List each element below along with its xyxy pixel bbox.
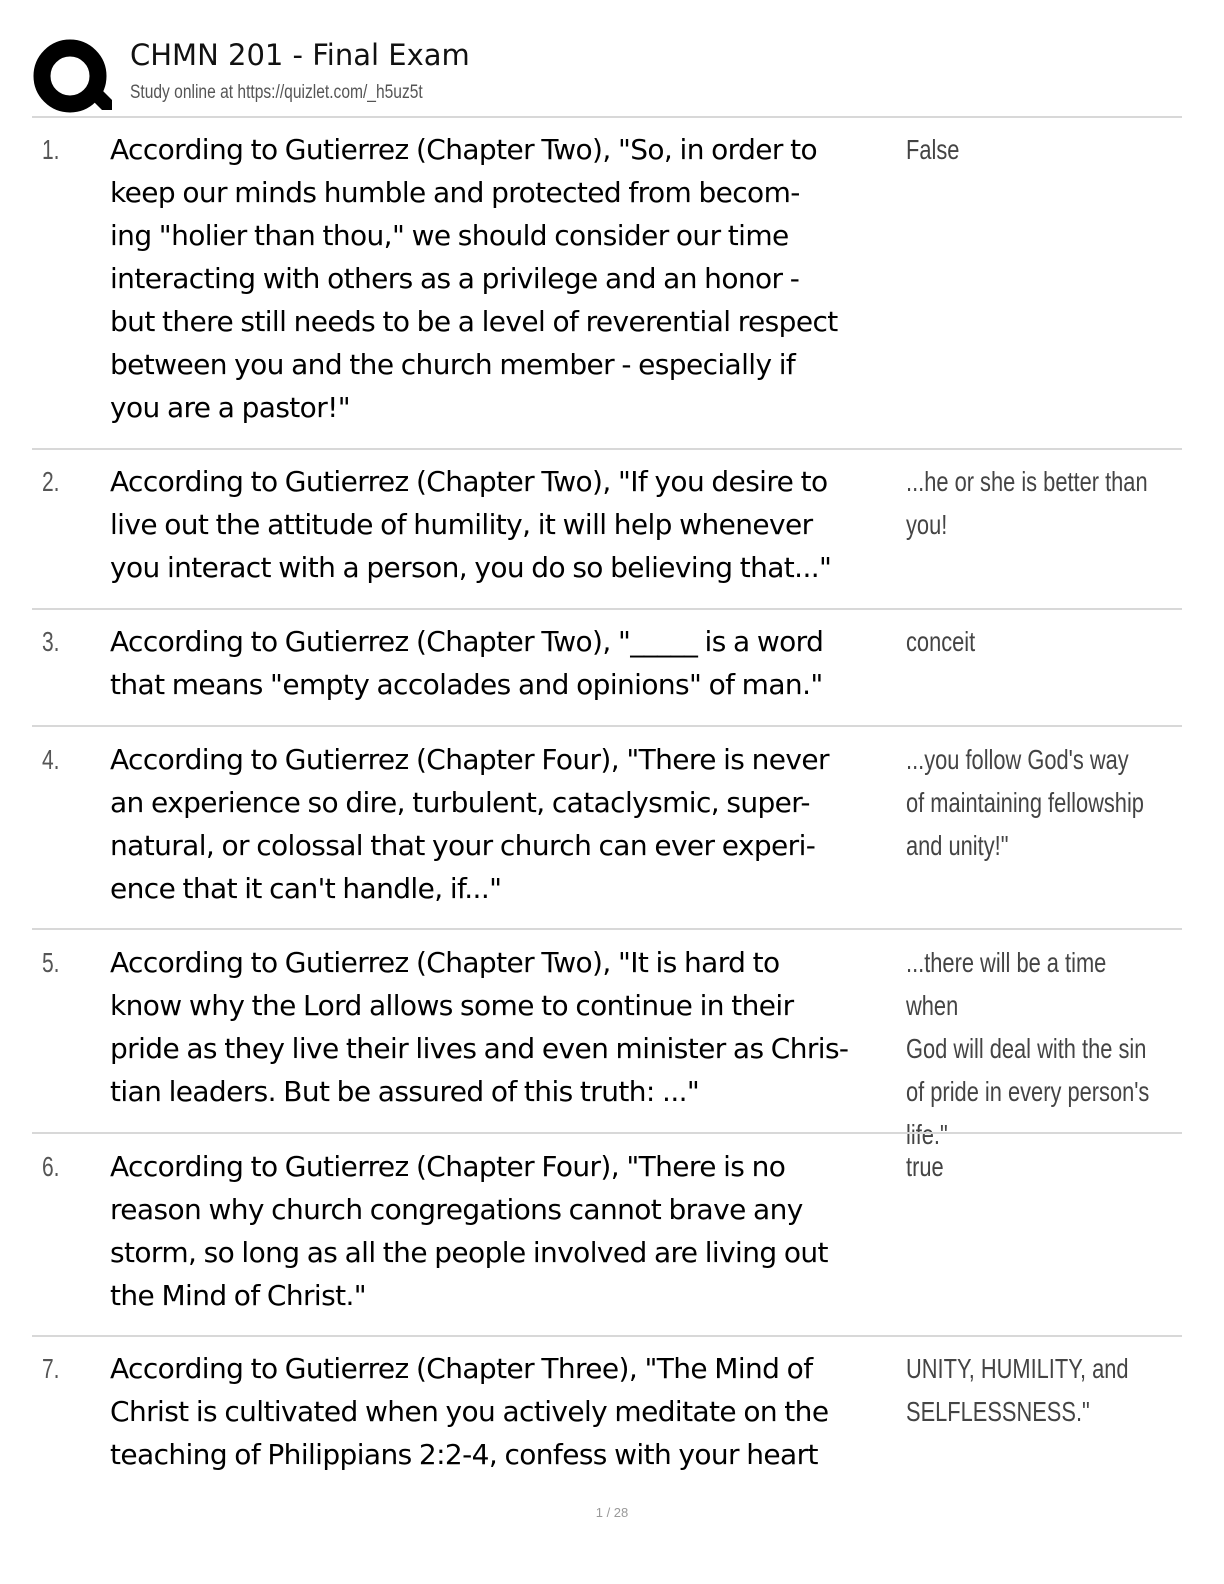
card-number: 3.	[42, 626, 60, 657]
card-question: According to Gutierrez (Chapter Two), "It is hard to know why the Lord allows some to continue in their pride as they live their lives and even minister as Chris- tian leaders. But be assured of this truth: ..."	[110, 946, 849, 1108]
page-header	[32, 30, 1182, 116]
card-answer: true	[906, 1151, 944, 1182]
divider	[32, 928, 1182, 930]
card-question: According to Gutierrez (Chapter Two), "If you desire to live out the attitude of humility, it will help whenever you interact with a person, you do so believing that..."	[110, 465, 832, 584]
divider	[32, 725, 1182, 727]
card-number: 6.	[42, 1151, 60, 1182]
card-answer: ...you follow God's way of maintaining fellowship and unity!"	[906, 744, 1144, 861]
divider	[32, 1335, 1182, 1337]
card-answer: ...he or she is better than you!	[906, 466, 1148, 540]
card-question: According to Gutierrez (Chapter Three), "The Mind of Christ is cultivated when you actively meditate on the teaching of Philippians 2:2-4, confess with your heart	[110, 1352, 829, 1471]
card-number: 4.	[42, 744, 60, 775]
card-answer: conceit	[906, 626, 976, 657]
card-number: 1.	[42, 134, 60, 165]
divider	[32, 608, 1182, 610]
card-question: According to Gutierrez (Chapter Four), "There is no reason why church congregations cannot brave any storm, so long as all the people involved are living out the Mind of Christ."	[110, 1150, 828, 1312]
page-indicator: 1 / 28	[595, 1505, 629, 1520]
divider	[32, 1132, 1182, 1134]
card-question: According to Gutierrez (Chapter Two), "So, in order to keep our minds humble and protected from becom- ing "holier than thou," we should consider our time interacting with others as a privilege and an honor - but there still needs to be a level of reverential respect between you and the church member - especially if you are a pastor!"	[110, 133, 838, 424]
card-answer: ...there will be a time when God will deal with the sin of pride in every person's life."	[906, 947, 1150, 1150]
card-number: 7.	[42, 1353, 60, 1384]
card-question: According to Gutierrez (Chapter Two), "_____ is a word that means "empty accolades and opinions" of man."	[110, 625, 824, 701]
divider	[32, 116, 1182, 118]
card-question: According to Gutierrez (Chapter Four), "There is never an experience so dire, turbulent, cataclysmic, super- natural, or colossal that your church can ever experi- ence that it can't handle, if..."	[110, 743, 829, 905]
page-title: CHMN 201 - Final Exam	[130, 38, 470, 72]
divider	[32, 448, 1182, 450]
study-online-link[interactable]: Study online at https://quizlet.com/_h5uz5t	[130, 82, 423, 103]
card-number: 5.	[42, 947, 60, 978]
quizlet-logo	[32, 36, 112, 116]
card-number: 2.	[42, 466, 60, 497]
card-answer: False	[906, 134, 960, 165]
card-answer: UNITY, HUMILITY, and SELFLESSNESS."	[906, 1353, 1129, 1427]
